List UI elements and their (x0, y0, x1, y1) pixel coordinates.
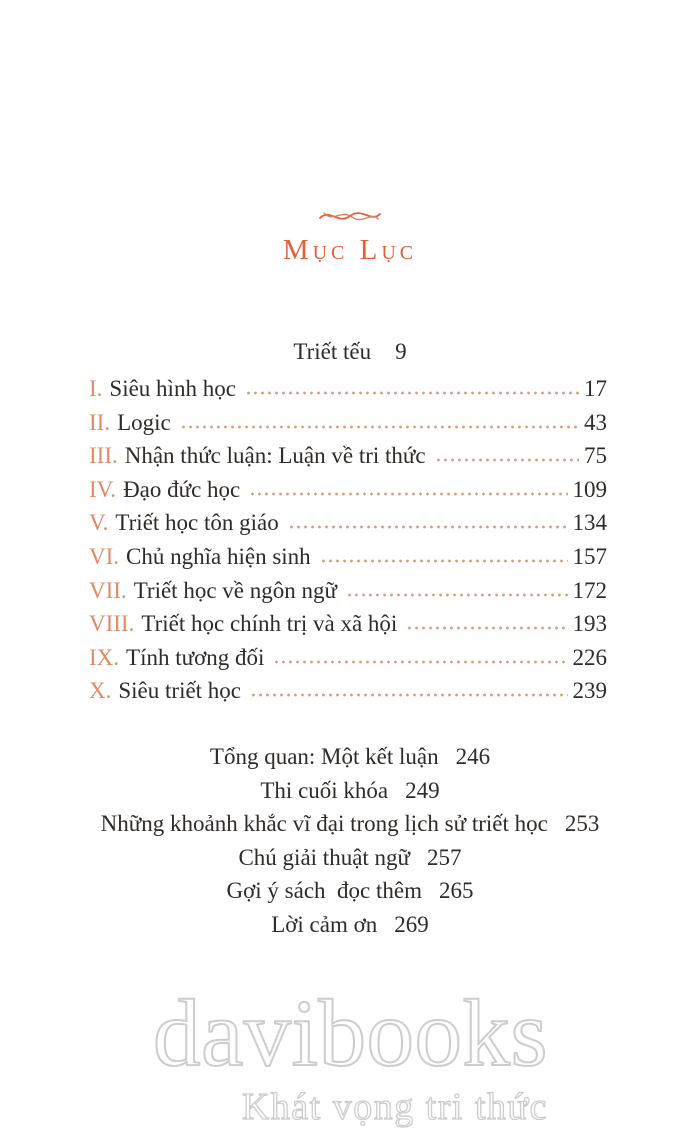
back-matter-row (0, 744, 700, 778)
page-number: 157 (572, 543, 607, 569)
chapter-title: Siêu hình học (109, 376, 236, 401)
back-matter-row (0, 778, 700, 812)
toc-row (89, 678, 607, 712)
dot-leader (346, 592, 568, 598)
entry-page-number: 9 (395, 339, 407, 364)
page-number: 134 (572, 510, 607, 536)
toc-row (89, 443, 607, 477)
dot-leader (180, 424, 579, 430)
entry-page-number: 253 (564, 811, 600, 837)
page-number: 109 (572, 476, 607, 502)
dot-leader (245, 390, 579, 396)
dot-leader (406, 625, 567, 631)
toc-row (89, 645, 607, 679)
toc-row (89, 611, 607, 645)
page-number: 172 (572, 577, 607, 603)
page-number: 43 (584, 409, 607, 435)
chapter-title: Đạo đức học (123, 476, 241, 502)
entry-page-number: 269 (394, 911, 429, 937)
watermark-brand: davibooks (152, 980, 548, 1086)
dot-leader (249, 491, 567, 497)
swirl-ornament-icon (0, 204, 700, 226)
dot-leader (320, 558, 568, 564)
page-number: 17 (584, 376, 607, 401)
entry-label: Lời cảm ơn (271, 911, 378, 937)
page-number: 75 (584, 443, 607, 469)
chapter-numeral: VI. (89, 543, 120, 569)
dot-leader (435, 457, 579, 463)
entry-page-number: 249 (405, 777, 440, 803)
chapter-numeral: I. (89, 376, 103, 401)
entry-label: Chú giải thuật ngữ (238, 844, 411, 870)
watermark-tagline: Khát vọng tri thức (241, 1086, 548, 1128)
chapter-numeral: X. (89, 678, 112, 704)
back-matter-list (0, 744, 700, 946)
dot-leader (273, 659, 567, 665)
chapter-title: Triết học chính trị và xã hội (141, 611, 398, 637)
page-number: 239 (572, 678, 607, 704)
toc-row (89, 510, 607, 544)
entry-label: Triết tếu (293, 339, 372, 364)
chapter-numeral: VII. (89, 577, 127, 603)
toc-row (89, 410, 607, 444)
chapter-title: Chủ nghĩa hiện sinh (126, 543, 311, 569)
chapter-numeral: III. (89, 443, 118, 469)
dot-leader (288, 524, 568, 530)
back-matter-row (0, 912, 700, 946)
entry-page-number: 246 (455, 744, 491, 769)
chapter-title: Triết học tôn giáo (115, 510, 279, 536)
dot-leader (250, 692, 567, 698)
toc-intro-entry (0, 339, 700, 365)
entry-page-number: 265 (438, 878, 474, 904)
back-matter-row (0, 845, 700, 879)
page-number: 193 (572, 611, 607, 637)
toc-row (89, 544, 607, 578)
chapter-title: Logic (117, 409, 171, 435)
toc-row (89, 376, 607, 410)
chapter-numeral: IV. (89, 476, 117, 502)
entry-label: Tổng quan: Một kết luận (209, 744, 439, 769)
back-matter-row (0, 878, 700, 912)
page-title: Mục Lục (282, 234, 418, 266)
chapter-title: Siêu triết học (118, 678, 242, 704)
entry-label: Thi cuối khóa (260, 777, 389, 803)
entry-page-number: 257 (427, 844, 462, 870)
chapter-title: Nhận thức luận: Luận về tri thức (124, 443, 426, 469)
toc-row (89, 477, 607, 511)
back-matter-row (0, 811, 700, 845)
entry-label: Gợi ý sách đọc thêm (226, 878, 422, 904)
chapter-numeral: IX. (89, 644, 120, 670)
chapter-list (89, 376, 607, 712)
chapter-title: Triết học về ngôn ngữ (133, 577, 337, 603)
chapter-title: Tính tương đối (126, 644, 265, 670)
page-number: 226 (572, 644, 607, 670)
chapter-numeral: VIII. (89, 611, 135, 637)
watermark (152, 980, 548, 1128)
chapter-numeral: V. (89, 510, 109, 536)
chapter-numeral: II. (89, 409, 111, 435)
entry-label: Những khoảnh khắc vĩ đại trong lịch sử triết học (100, 811, 548, 837)
toc-row (89, 578, 607, 612)
